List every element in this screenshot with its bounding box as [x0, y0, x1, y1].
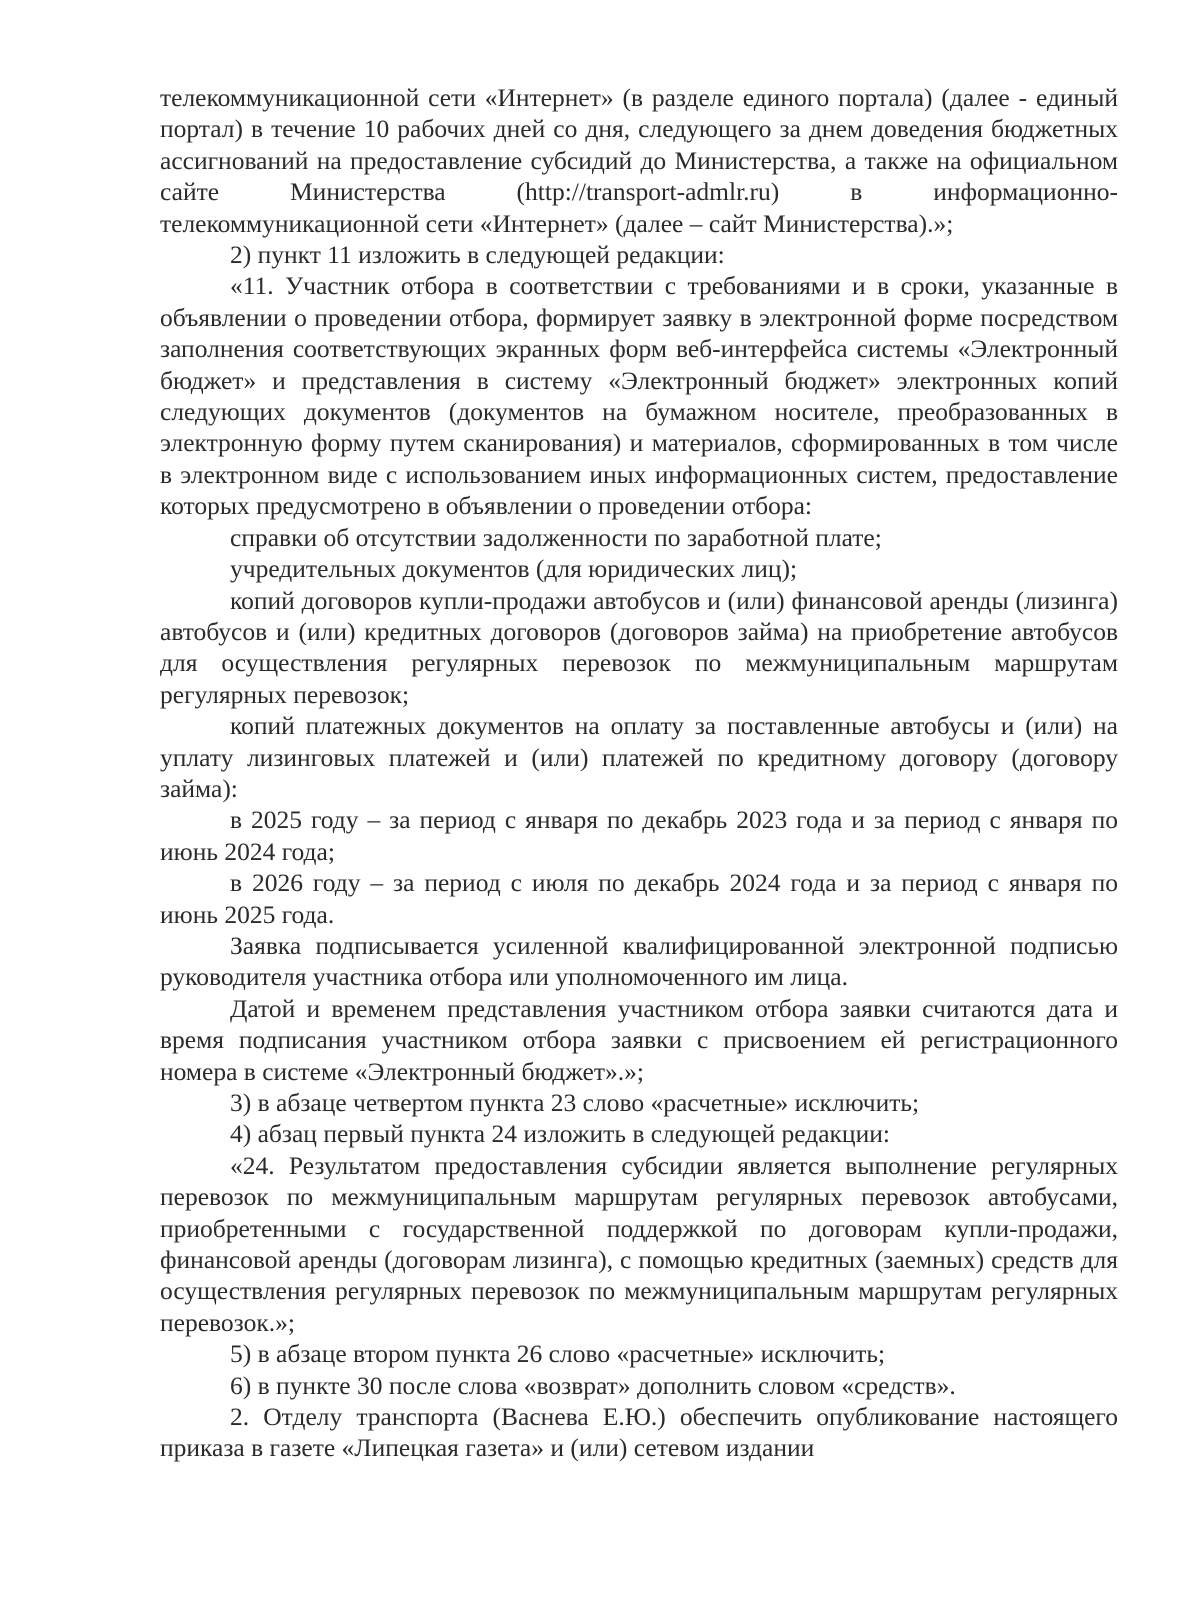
- paragraph-item-6: 6) в пункте 30 после слова «возврат» дополнить словом «средств».: [230, 1370, 956, 1400]
- paragraph-item-4: 4) абзац первый пункта 24 изложить в следующей редакции:: [230, 1119, 890, 1149]
- paragraph-point-11: «11. Участник отбора в соответствии с требованиями и в сроки, указанные в объявлении о проведении отбора, формирует заявку в электронной форме посредством заполнения соответствующих экранных форм веб-интерфейса системы «Электронный бюджет» и представления в систему «Электронный бюджет» электронных копий следующих документов (документов на бумажном носителе, преобразованных в электронную форму путем сканирования) и материалов, сформированных в том числе в электронном виде с использованием иных информационных систем, предоставление которых предусмотрено в объявлении о проведении отбора:: [160, 271, 1118, 521]
- paragraph-section-2: 2. Отделу транспорта (Васнева Е.Ю.) обеспечить опубликование настоящего приказа в газете «Липецкая газета» и (или) сетевом издании: [160, 1402, 1118, 1463]
- paragraph-item-3: 3) в абзаце четвертом пункта 23 слово «расчетные» исключить;: [230, 1088, 920, 1117]
- paragraph-submission-date: Датой и временем представления участником отбора заявки считаются дата и время подписания участником отбора заявки с присвоением ей регистрационного номера в системе «Электронный бюджет».»;: [160, 993, 1118, 1086]
- paragraph-item-5: 5) в абзаце втором пункта 26 слово «расчетные» исключить;: [230, 1339, 886, 1369]
- paragraph-signature: Заявка подписывается усиленной квалифицированной электронной подписью руководителя участника отбора или уполномоченного им лица.: [160, 930, 1118, 992]
- paragraph-list-contracts: копий договоров купли-продажи автобусов и (или) финансовой аренды (лизинга) автобусов и (или) кредитных договоров (договоров займа) на приобретение автобусов для осуществления регулярных перевозок по межмуниципальным маршрутам регулярных перевозок;: [160, 585, 1118, 709]
- document-body: [160, 82, 1118, 1464]
- paragraph-list-payments: копий платежных документов на оплату за поставленные автобусы и (или) на уплату лизинговых платежей и (или) платежей по кредитному договору (договору займа):: [160, 711, 1118, 803]
- paragraph-point-24: «24. Результатом предоставления субсидии является выполнение регулярных перевозок по межмуниципальным маршрутам регулярных перевозок автобусами, приобретенными с государственной поддержкой по договорам купли-продажи, финансовой аренды (договорам лизинга), с помощью кредитных (заемных) средств для осуществления регулярных перевозок по межмуниципальным маршрутам регулярных перевозок.»;: [160, 1150, 1118, 1337]
- paragraph-list-charter: учредительных документов (для юридических лиц);: [230, 554, 798, 584]
- paragraph-list-salary: справки об отсутствии задолженности по заработной плате;: [230, 522, 882, 552]
- paragraph-year-2026: в 2026 году – за период с июля по декабрь 2024 года и за период с января по июнь 2025 года.: [160, 868, 1118, 929]
- paragraph-continuation: телекоммуникационной сети «Интернет» (в разделе единого портала) (далее - единый портал) в течение 10 рабочих дней со дня, следующего за днем доведения бюджетных ассигнований на предоставление субсидий до Министерства, а также на официальном сайте Министерства (http://transport-admlr.ru) в информационно-телекоммуникационной сети «Интернет» (далее – сайт Министерства).»;: [160, 83, 1118, 238]
- paragraph-item-2: 2) пункт 11 изложить в следующей редакции:: [230, 240, 725, 270]
- paragraph-year-2025: в 2025 году – за период с января по декабрь 2023 года и за период с января по июнь 2024 года;: [160, 805, 1118, 866]
